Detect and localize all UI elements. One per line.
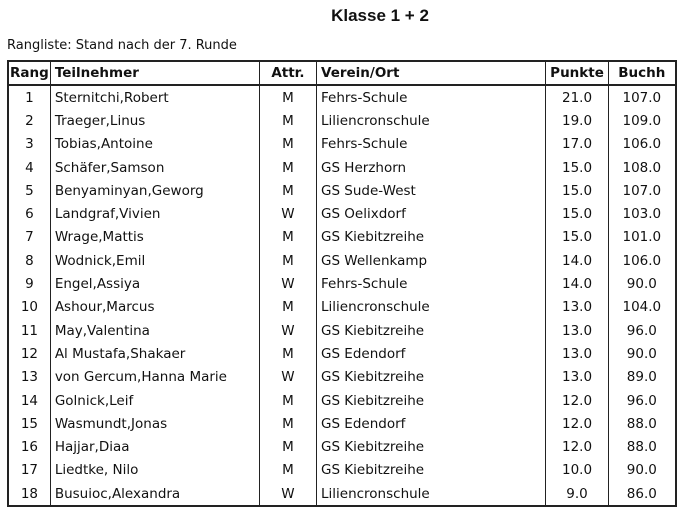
cell-rank: 9 [8, 272, 50, 295]
cell-participant: Tobias,Antoine [50, 133, 259, 156]
cell-buchholz: 90.0 [608, 272, 676, 295]
cell-participant: Hajjar,Diaa [50, 435, 259, 458]
cell-participant: Schäfer,Samson [50, 156, 259, 179]
cell-rank: 14 [8, 389, 50, 412]
header-buchholz: Buchh [608, 61, 676, 85]
cell-buchholz: 103.0 [608, 202, 676, 225]
cell-club: GS Edendorf [316, 342, 545, 365]
table-row [8, 459, 676, 482]
table-header [8, 61, 676, 85]
cell-rank: 17 [8, 459, 50, 482]
header-points: Punkte [546, 61, 608, 85]
cell-buchholz: 89.0 [608, 366, 676, 389]
cell-participant: May,Valentina [50, 319, 259, 342]
cell-rank: 7 [8, 226, 50, 249]
cell-club: GS Kiebitzreihe [316, 459, 545, 482]
cell-points: 13.0 [546, 366, 608, 389]
table-row [8, 342, 676, 365]
cell-buchholz: 86.0 [608, 482, 676, 506]
cell-participant: Al Mustafa,Shakaer [50, 342, 259, 365]
table-row [8, 133, 676, 156]
cell-points: 12.0 [546, 412, 608, 435]
cell-buchholz: 101.0 [608, 226, 676, 249]
cell-club: GS Wellenkamp [316, 249, 545, 272]
cell-points: 14.0 [546, 272, 608, 295]
ranking-table [7, 60, 677, 507]
cell-rank: 13 [8, 366, 50, 389]
cell-attr: M [259, 459, 316, 482]
cell-attr: M [259, 156, 316, 179]
cell-participant: Golnick,Leif [50, 389, 259, 412]
cell-club: GS Kiebitzreihe [316, 366, 545, 389]
cell-club: GS Herzhorn [316, 156, 545, 179]
cell-attr: M [259, 389, 316, 412]
ranking-subtitle: Rangliste: Stand nach der 7. Runde [7, 38, 237, 53]
cell-attr: M [259, 249, 316, 272]
table-row [8, 179, 676, 202]
cell-attr: W [259, 202, 316, 225]
cell-attr: M [259, 85, 316, 109]
cell-rank: 11 [8, 319, 50, 342]
table-row [8, 319, 676, 342]
cell-buchholz: 107.0 [608, 85, 676, 109]
cell-attr: W [259, 482, 316, 506]
cell-club: Liliencronschule [316, 482, 545, 506]
header-rank: Rang [8, 61, 50, 85]
cell-attr: M [259, 435, 316, 458]
cell-buchholz: 90.0 [608, 459, 676, 482]
cell-points: 19.0 [546, 109, 608, 132]
cell-rank: 15 [8, 412, 50, 435]
cell-participant: Wrage,Mattis [50, 226, 259, 249]
cell-rank: 2 [8, 109, 50, 132]
cell-points: 13.0 [546, 319, 608, 342]
cell-rank: 16 [8, 435, 50, 458]
cell-attr: W [259, 272, 316, 295]
header-club: Verein/Ort [316, 61, 545, 85]
cell-buchholz: 108.0 [608, 156, 676, 179]
cell-rank: 18 [8, 482, 50, 506]
cell-attr: M [259, 133, 316, 156]
cell-club: Liliencronschule [316, 109, 545, 132]
cell-points: 13.0 [546, 342, 608, 365]
cell-rank: 12 [8, 342, 50, 365]
cell-attr: M [259, 179, 316, 202]
cell-buchholz: 107.0 [608, 179, 676, 202]
cell-points: 14.0 [546, 249, 608, 272]
cell-buchholz: 106.0 [608, 249, 676, 272]
cell-participant: Landgraf,Vivien [50, 202, 259, 225]
cell-participant: Busuioc,Alexandra [50, 482, 259, 506]
cell-points: 12.0 [546, 435, 608, 458]
cell-rank: 6 [8, 202, 50, 225]
cell-club: GS Kiebitzreihe [316, 435, 545, 458]
cell-rank: 4 [8, 156, 50, 179]
cell-buchholz: 104.0 [608, 296, 676, 319]
cell-attr: W [259, 319, 316, 342]
cell-club: GS Oelixdorf [316, 202, 545, 225]
cell-club: Liliencronschule [316, 296, 545, 319]
cell-attr: M [259, 226, 316, 249]
table-row [8, 412, 676, 435]
cell-club: Fehrs-Schule [316, 133, 545, 156]
cell-club: GS Kiebitzreihe [316, 319, 545, 342]
table-body [8, 85, 676, 506]
table-row [8, 202, 676, 225]
cell-participant: Engel,Assiya [50, 272, 259, 295]
cell-attr: M [259, 342, 316, 365]
cell-points: 13.0 [546, 296, 608, 319]
cell-points: 17.0 [546, 133, 608, 156]
table-row [8, 366, 676, 389]
cell-attr: M [259, 412, 316, 435]
cell-participant: Benyaminyan,Geworg [50, 179, 259, 202]
header-row [8, 61, 676, 85]
table-row [8, 109, 676, 132]
cell-points: 21.0 [546, 85, 608, 109]
table-row [8, 156, 676, 179]
table-row [8, 272, 676, 295]
cell-participant: Ashour,Marcus [50, 296, 259, 319]
cell-club: Fehrs-Schule [316, 85, 545, 109]
cell-buchholz: 96.0 [608, 389, 676, 412]
table-row [8, 435, 676, 458]
cell-club: Fehrs-Schule [316, 272, 545, 295]
cell-participant: von Gercum,Hanna Marie [50, 366, 259, 389]
cell-participant: Wasmundt,Jonas [50, 412, 259, 435]
cell-attr: M [259, 296, 316, 319]
cell-points: 15.0 [546, 202, 608, 225]
cell-club: GS Kiebitzreihe [316, 389, 545, 412]
cell-participant: Liedtke, Nilo [50, 459, 259, 482]
cell-rank: 10 [8, 296, 50, 319]
cell-buchholz: 106.0 [608, 133, 676, 156]
cell-points: 9.0 [546, 482, 608, 506]
cell-buchholz: 109.0 [608, 109, 676, 132]
cell-buchholz: 90.0 [608, 342, 676, 365]
cell-points: 12.0 [546, 389, 608, 412]
cell-points: 15.0 [546, 179, 608, 202]
cell-attr: M [259, 109, 316, 132]
cell-buchholz: 96.0 [608, 319, 676, 342]
cell-club: GS Edendorf [316, 412, 545, 435]
table-row [8, 85, 676, 109]
table-row [8, 482, 676, 506]
cell-club: GS Sude-West [316, 179, 545, 202]
header-participant: Teilnehmer [50, 61, 259, 85]
cell-rank: 1 [8, 85, 50, 109]
cell-club: GS Kiebitzreihe [316, 226, 545, 249]
cell-rank: 8 [8, 249, 50, 272]
table-row [8, 389, 676, 412]
page-title: Klasse 1 + 2 [331, 6, 429, 25]
cell-rank: 5 [8, 179, 50, 202]
cell-rank: 3 [8, 133, 50, 156]
table-row [8, 296, 676, 319]
table-row [8, 249, 676, 272]
cell-points: 10.0 [546, 459, 608, 482]
cell-participant: Traeger,Linus [50, 109, 259, 132]
cell-attr: W [259, 366, 316, 389]
cell-participant: Wodnick,Emil [50, 249, 259, 272]
cell-buchholz: 88.0 [608, 412, 676, 435]
header-attr: Attr. [259, 61, 316, 85]
cell-participant: Sternitchi,Robert [50, 85, 259, 109]
cell-points: 15.0 [546, 226, 608, 249]
cell-buchholz: 88.0 [608, 435, 676, 458]
cell-points: 15.0 [546, 156, 608, 179]
table-row [8, 226, 676, 249]
